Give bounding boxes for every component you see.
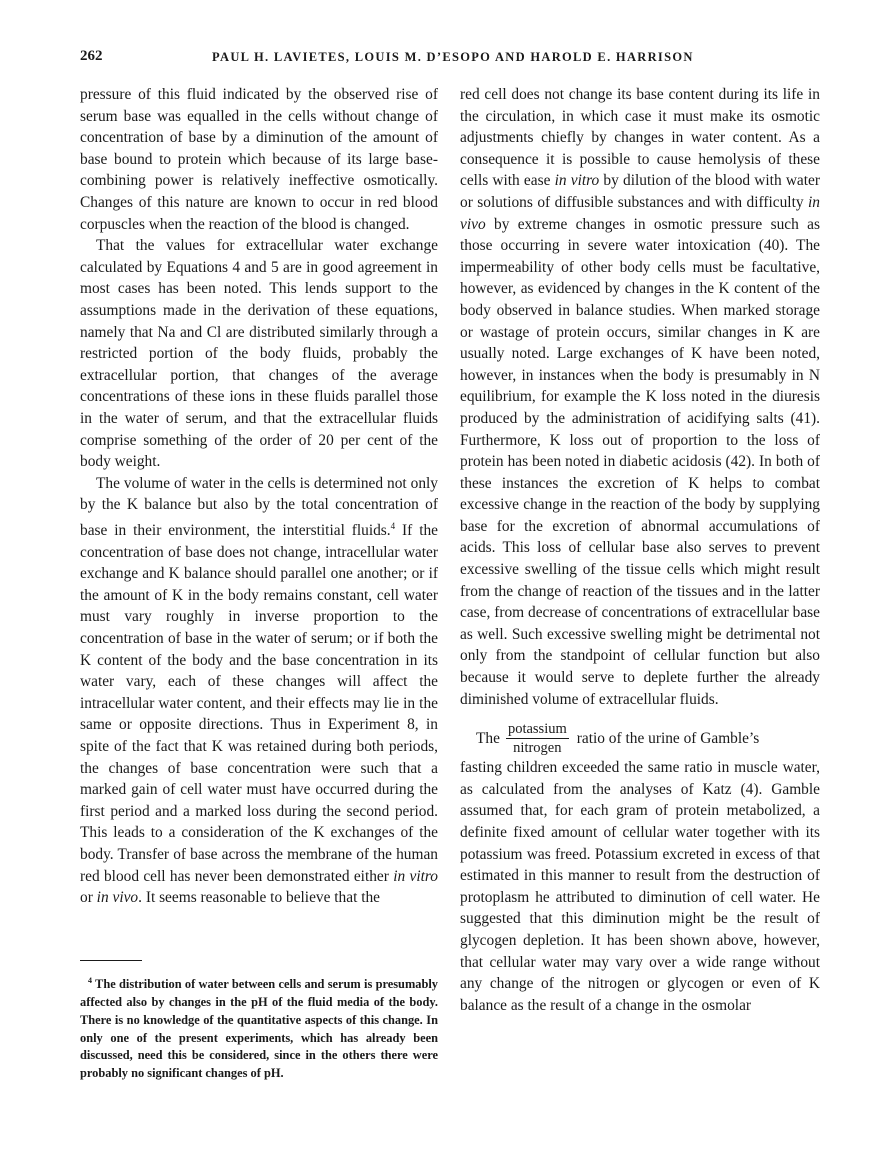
- italic-in-vitro: in vitro: [554, 172, 600, 190]
- ratio-line: [460, 720, 820, 757]
- italic-in-vivo: in vivo: [96, 889, 139, 907]
- footnote-marker: 4: [88, 976, 92, 985]
- right-column: [460, 84, 820, 1016]
- fraction-numerator: potassium: [507, 721, 567, 738]
- right-paragraph-1-text-b: by dilution of the blood with water or solutions of diffusible substances and with difficulty: [460, 172, 820, 211]
- footnote-divider: [80, 960, 142, 961]
- left-paragraph-3: [80, 473, 438, 909]
- ratio-lead-word: The: [476, 729, 500, 747]
- ratio-line-text: ratio of the urine of Gamble’s: [576, 729, 760, 747]
- right-paragraph-1-text-a: red cell does not change its base content during its life in the circulation, in which case it must make its osmotic adjustments chiefly by changes in water content. As a consequence it is possible to cause hemolysis of these cells with ease: [460, 86, 820, 190]
- left-paragraph-1: pressure of this fluid indicated by the observed rise of serum base was equalled in the cells without change of concentration of base by a diminution of the amount of base bound to protein which because of its large base-combining power is relatively ineffective osmotically. Changes of this nature are known to occur in red blood corpuscles when the reaction of the blood is changed.: [80, 86, 438, 233]
- left-paragraph-3-text-d: . It seems reasonable to believe that the: [138, 889, 381, 907]
- footnote-text: The distribution of water between cells and serum is presumably affected also by changes in the pH of the fluid media of the body. There is no knowledge of the quantitative aspects of this change. In only one of the present experiments, which has already been discussed, need this be considered, since in the others there were probably no significant changes of pH.: [80, 977, 438, 1081]
- italic-in-vitro: in vitro: [393, 867, 438, 885]
- footnote-reference: 4: [390, 520, 396, 531]
- right-paragraph-2: fasting children exceeded the same ratio in muscle water, as calculated from the analyses of Katz (4). Gamble assumed that, for each gram of protein metabolized, a definite fixed amount of cellular water together with its potassium was freed. Potassium excreted in excess of that estimated in this manner to result from the destruction of protoplasm he attributed to diminution of cell water. He suggested that this diminution might be the result of glycogen depletion. It has been shown above, however, that cellular water may vary over a wide range without any change of the nitrogen or glycogen or even of K balance as the result of a change in the osmolar: [460, 759, 820, 1014]
- footnote: [80, 972, 438, 1083]
- left-paragraph-3-text-c: or: [80, 889, 97, 907]
- potassium-nitrogen-fraction: [506, 720, 569, 757]
- page-number: 262: [80, 48, 103, 64]
- italic-in-vivo: in vivo: [460, 193, 820, 233]
- right-paragraph-1-text-c: by extreme changes in osmotic pressure such as those occurring in severe water intoxication (40). The impermeability of other body cells must be facultative, however, as evidenced by changes in the K content of the body observed in balance studies. When marked storage or wastage of protein occurs, similar changes in K are usually noted. Large exchanges of K have been noted, however, in instances when the body is presumably in N equilibrium, for example the K loss noted in the diuresis produced by the administration of acidifying salts (41). Furthermore, K loss out of proportion to the loss of protein has been noted in diabetic acidosis (42). In both of these instances the excretion of K helps to combat excessive change in the reaction of the body by supplying base for the excretion of abnormal accumulations of acids. This loss of cellular base also serves to prevent excessive swelling of the tissue cells which might result from the change of reaction of the tissues and in the latter case, from decrease of concentrations of extracellular base as well. Such excessive swelling might be detrimental not only from the standpoint of cellular function but also because it would serve to deplete further the already diminished volume of extracellular fluids.: [460, 215, 820, 708]
- right-paragraph-1: [460, 84, 820, 710]
- left-paragraph-2: That the values for extracellular water exchange calculated by Equations 4 and 5 are in good agreement in most cases has been noted. This lends support to the assumptions made in the derivation of these equations, namely that Na and Cl are distributed similarly through a restricted portion of the body fluids, probably the extracellular portion, that changes of the average concentrations of these ions in these fluids parallel those in the water of serum, and that the extracellular fluids comprise something of the order of 20 per cent of the body weight.: [80, 237, 438, 471]
- left-column: [80, 84, 438, 909]
- left-paragraph-3-text-b: If the concentration of base does not change, intracellular water exchange and K balance should parallel one another; or if the amount of K in the body remains constant, cell water must vary roughly in inverse proportion to the concentration of base in the water of serum; or if both the K content of the body and the base concentration in its water vary, each of these changes will affect the intracellular water content, and their effects may lie in the same or opposite directions. Thus in Experiment 8, in spite of the fact that K was retained during both periods, the changes of base concentration were such that a marked gain of cell water must have occurred during the first period and a marked loss during the second period. This leads to a consideration of the K exchanges of the body. Transfer of base across the membrane of the human red blood cell has never been demonstrated either: [80, 522, 439, 885]
- running-head: PAUL H. LAVIETES, LOUIS M. D’ESOPO AND HAROLD E. HARRISON: [212, 50, 694, 64]
- fraction-denominator: nitrogen: [513, 740, 562, 757]
- left-paragraph-3-text-a: The volume of water in the cells is determined not only by the K balance but also by the total concentration of base in their environment, the interstitial fluids.: [80, 474, 438, 539]
